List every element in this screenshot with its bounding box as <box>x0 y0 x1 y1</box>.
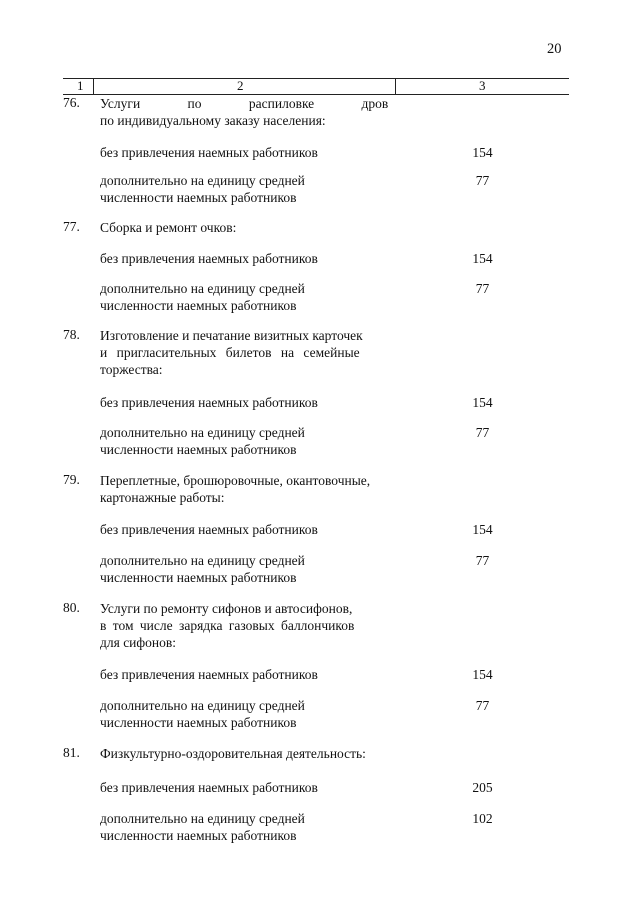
header-col-1: 1 <box>77 78 84 93</box>
item-80-number: 80. <box>63 600 80 615</box>
item-78-value-1: 154 <box>472 395 493 410</box>
item-80-sub-2 <box>100 697 400 731</box>
item-80-title <box>100 600 392 651</box>
item-79-title <box>100 472 392 506</box>
item-76-title <box>100 95 392 129</box>
sub-line: дополнительно на единицу средней <box>100 173 305 188</box>
title-line: картонажные работы: <box>100 490 225 505</box>
sub-line: без привлечения наемных работников <box>100 145 318 160</box>
title-line: и пригласительных билетов на семейные <box>100 345 360 360</box>
title-line: Физкультурно-оздоровительная деятельность: <box>100 746 366 761</box>
item-79-value-1: 154 <box>472 522 493 537</box>
item-81-title <box>100 745 392 762</box>
title-line: Услуги по распиловке дров <box>100 96 389 111</box>
title-line: для сифонов: <box>100 635 177 650</box>
item-76-sub-2 <box>100 172 400 206</box>
sub-line: без привлечения наемных работников <box>100 667 318 682</box>
item-81-number: 81. <box>63 745 80 760</box>
item-81-value-1: 205 <box>472 780 493 795</box>
title-line: Услуги по ремонту сифонов и автосифонов, <box>100 601 353 616</box>
sub-line: без привлечения наемных работников <box>100 251 318 266</box>
header-col-3: 3 <box>479 78 486 93</box>
table-header-row <box>63 78 569 95</box>
sub-line: численности наемных работников <box>100 442 297 457</box>
item-80-value-2: 77 <box>475 698 490 713</box>
item-81-sub-2 <box>100 810 400 844</box>
item-78-value-2: 77 <box>475 425 490 440</box>
item-78-number: 78. <box>63 327 80 342</box>
item-78-sub-1 <box>100 394 400 411</box>
sub-line: дополнительно на единицу средней <box>100 811 305 826</box>
sub-line: дополнительно на единицу средней <box>100 425 305 440</box>
item-76-value-2: 77 <box>475 173 490 188</box>
item-80-value-1: 154 <box>472 667 493 682</box>
item-81-sub-1 <box>100 779 400 796</box>
sub-line: дополнительно на единицу средней <box>100 553 305 568</box>
item-78-title <box>100 327 392 378</box>
title-line: торжества: <box>100 362 163 377</box>
item-79-sub-2 <box>100 552 400 586</box>
item-76-sub-1 <box>100 144 400 161</box>
item-76-number: 76. <box>63 95 80 110</box>
sub-line: численности наемных работников <box>100 828 297 843</box>
sub-line: численности наемных работников <box>100 570 297 585</box>
sub-line: без привлечения наемных работников <box>100 780 318 795</box>
item-77-number: 77. <box>63 219 80 234</box>
item-77-sub-1 <box>100 250 400 267</box>
header-divider-1 <box>93 79 94 94</box>
item-76-value-1: 154 <box>472 145 493 160</box>
sub-line: без привлечения наемных работников <box>100 522 318 537</box>
title-line: Переплетные, брошюровочные, окантовочные, <box>100 473 371 488</box>
item-79-number: 79. <box>63 472 80 487</box>
sub-line: численности наемных работников <box>100 298 297 313</box>
title-line: по индивидуальному заказу населения: <box>100 113 326 128</box>
title-line: Сборка и ремонт очков: <box>100 220 237 235</box>
item-80-sub-1 <box>100 666 400 683</box>
sub-line: дополнительно на единицу средней <box>100 698 305 713</box>
item-77-sub-2 <box>100 280 400 314</box>
item-81-value-2: 102 <box>472 811 493 826</box>
item-79-value-2: 77 <box>475 553 490 568</box>
item-77-value-1: 154 <box>472 251 493 266</box>
sub-line: дополнительно на единицу средней <box>100 281 305 296</box>
sub-line: численности наемных работников <box>100 190 297 205</box>
item-77-value-2: 77 <box>475 281 490 296</box>
page-number: 20 <box>547 41 562 57</box>
header-col-2: 2 <box>237 78 244 93</box>
title-line: в том числе зарядка газовых баллончиков <box>100 618 355 633</box>
title-line: Изготовление и печатание визитных карточек <box>100 328 363 343</box>
item-79-sub-1 <box>100 521 400 538</box>
item-77-title <box>100 219 392 236</box>
sub-line: численности наемных работников <box>100 715 297 730</box>
item-78-sub-2 <box>100 424 400 458</box>
header-divider-2 <box>395 79 396 94</box>
sub-line: без привлечения наемных работников <box>100 395 318 410</box>
